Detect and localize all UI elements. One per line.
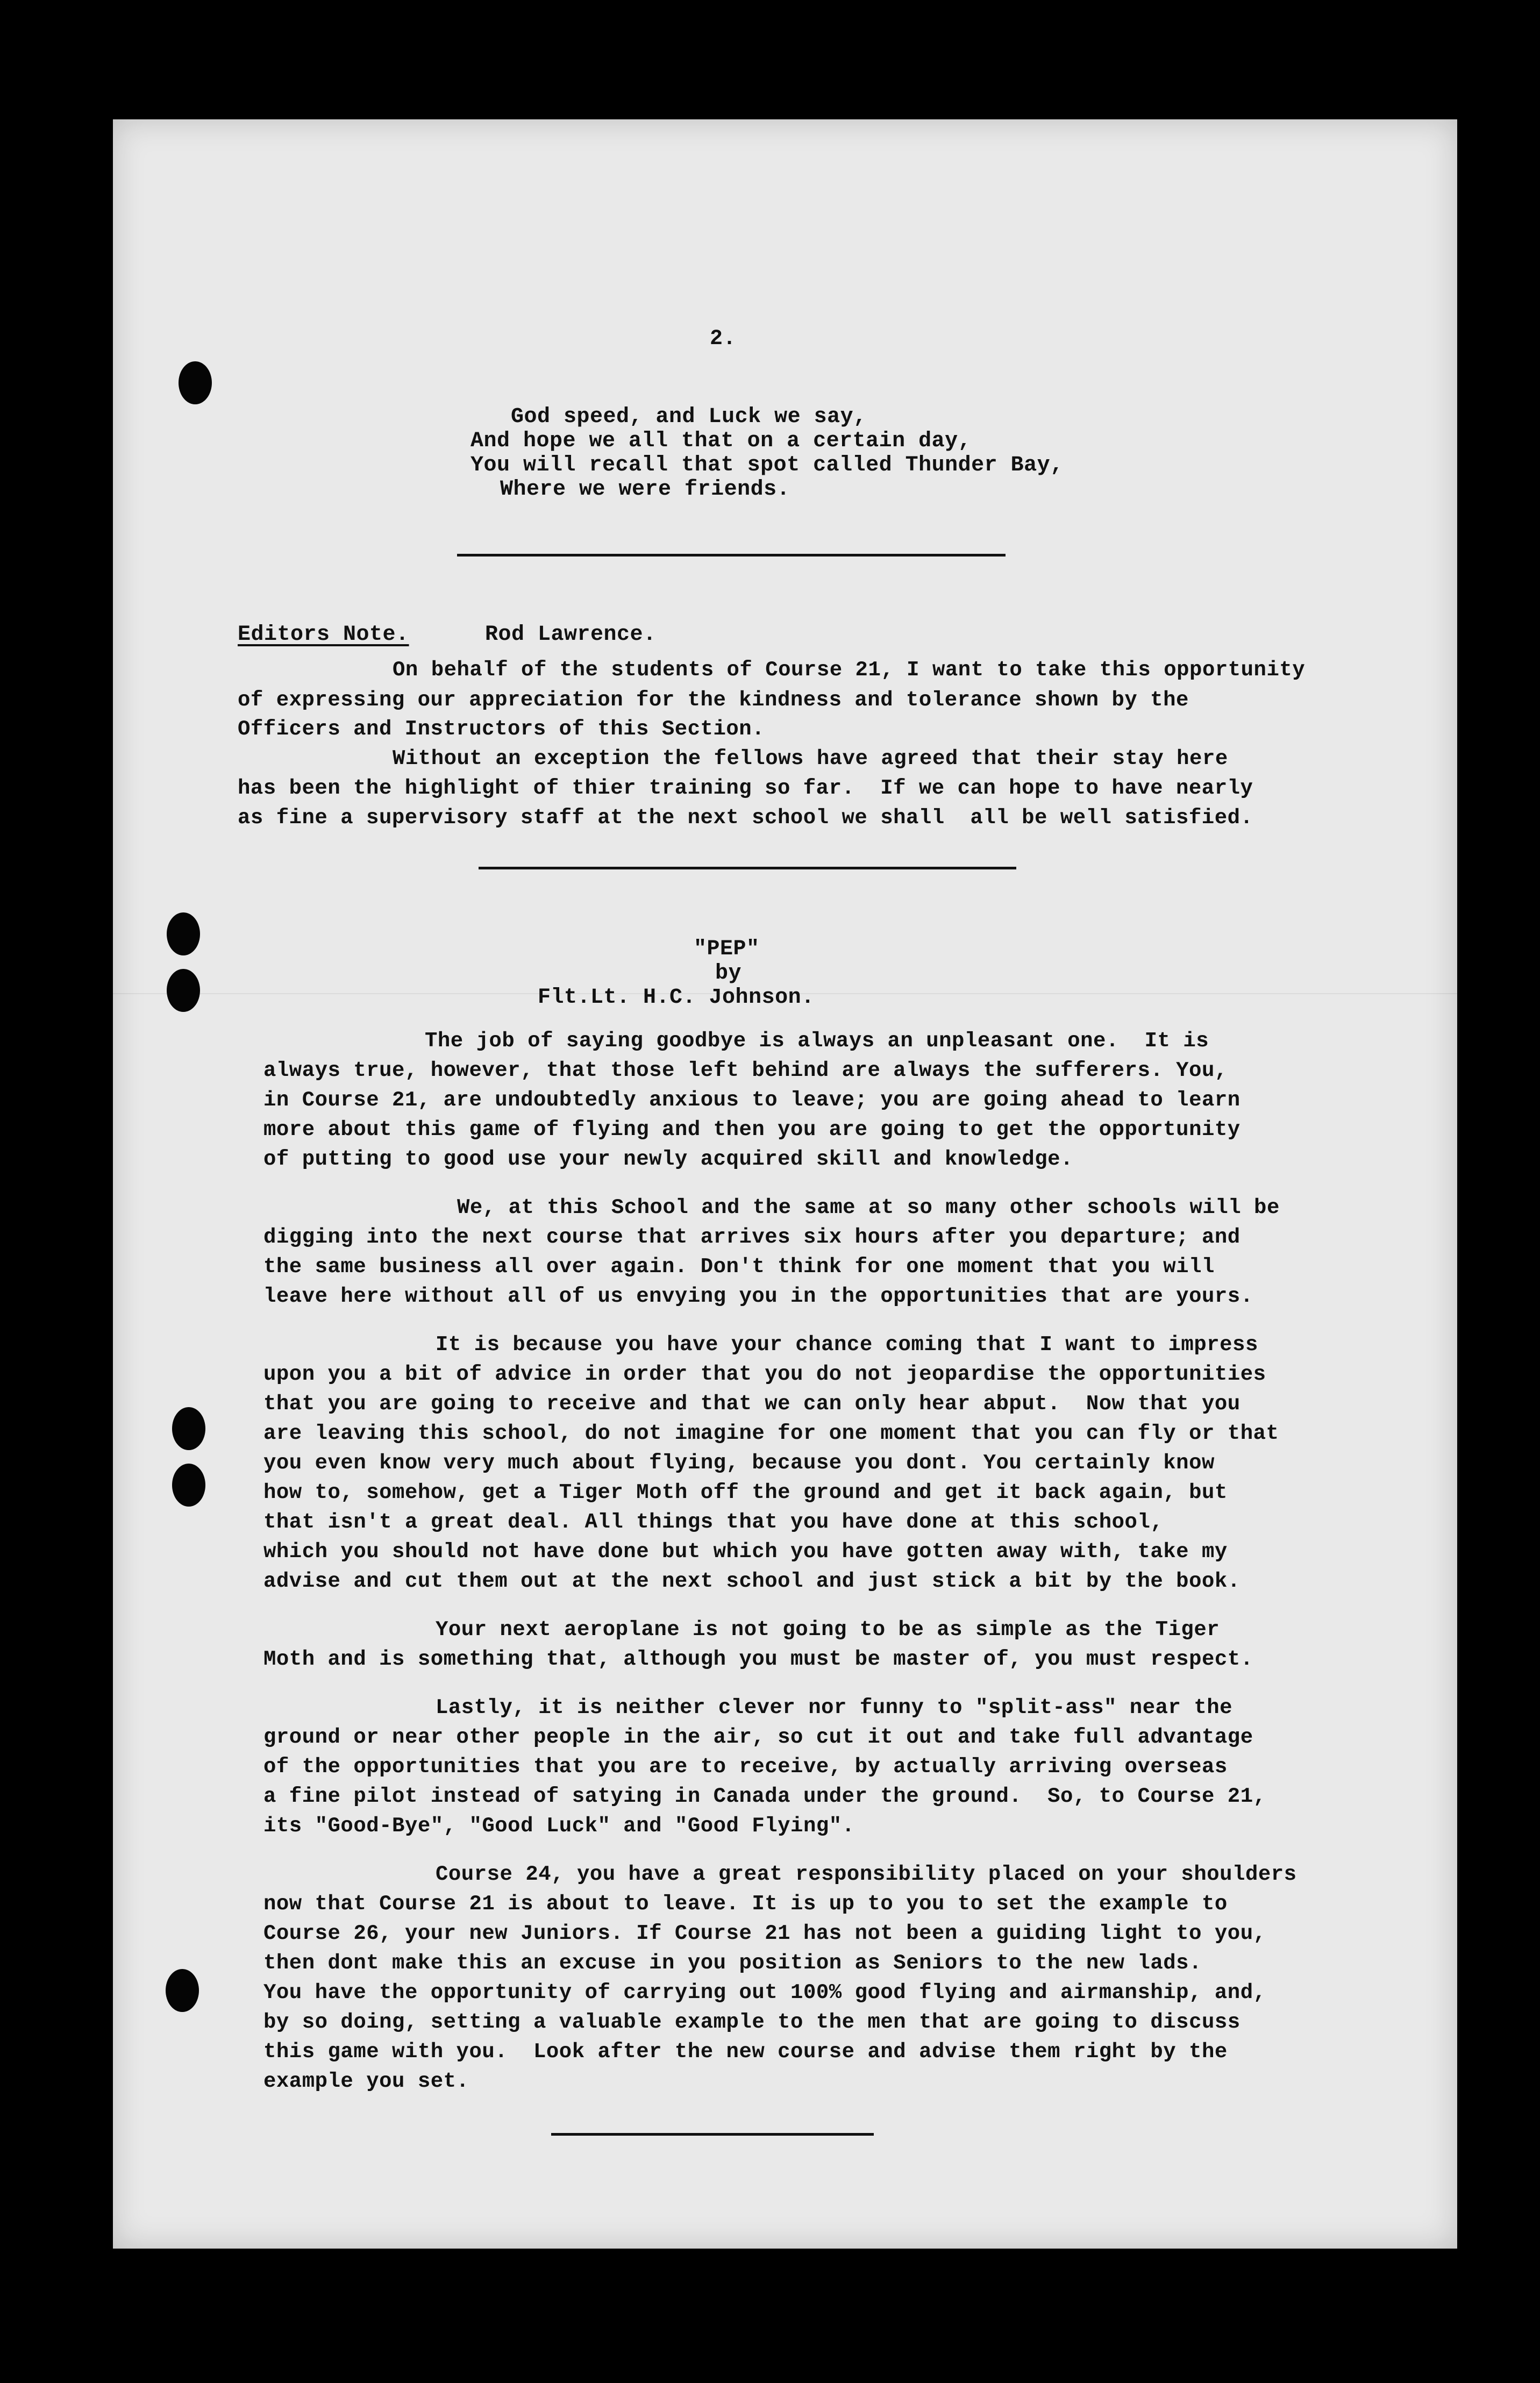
article-author: Flt.Lt. H.C. Johnson. xyxy=(538,986,815,1010)
page-number: 2. xyxy=(710,327,737,351)
punch-hole xyxy=(179,361,212,404)
editors-note-line: On behalf of the students of Course 21, I want to take this opportunity xyxy=(393,658,1306,682)
section-divider xyxy=(479,867,1016,869)
punch-hole xyxy=(172,1464,205,1507)
section-divider xyxy=(457,554,1006,556)
article-line: It is because you have your chance coming that I want to impress xyxy=(436,1333,1258,1357)
article-line: its "Good-Bye", "Good Luck" and "Good Flying". xyxy=(263,1814,855,1838)
article-line: We, at this School and the same at so many other schools will be xyxy=(457,1196,1280,1219)
article-line: Course 24, you have a great responsibility placed on your shoulders xyxy=(436,1863,1297,1886)
poem-line: And hope we all that on a certain day, xyxy=(470,429,972,453)
article-line: that isn't a great deal. All things that you have done at this school, xyxy=(263,1510,1164,1534)
article-line: in Course 21, are undoubtedly anxious to leave; you are going ahead to learn xyxy=(263,1088,1240,1112)
punch-hole xyxy=(166,1969,199,2012)
article-line: of putting to good use your newly acquired skill and knowledge. xyxy=(263,1147,1073,1171)
article-line: Course 26, your new Juniors. If Course 21 has not been a guiding light to you, xyxy=(263,1922,1266,1945)
article-line: Your next aeroplane is not going to be as simple as the Tiger xyxy=(436,1618,1220,1642)
poem-line: You will recall that spot called Thunder Bay, xyxy=(470,453,1064,477)
article-line: now that Course 21 is about to leave. It is up to you to set the example to xyxy=(263,1892,1228,1916)
end-divider xyxy=(551,2133,874,2136)
article-line: You have the opportunity of carrying out 100% good flying and airmanship, and, xyxy=(263,1981,1266,2004)
article-line: by so doing, setting a valuable example to the men that are going to discuss xyxy=(263,2010,1240,2034)
article-byline: by xyxy=(715,961,742,986)
article-line: Lastly, it is neither clever nor funny to "split-ass" near the xyxy=(436,1696,1233,1720)
editors-note-line: has been the highlight of thier training so far. If we can hope to have nearly xyxy=(238,776,1253,800)
article-line: Moth and is something that, although you must be master of, you must respect. xyxy=(263,1647,1253,1671)
article-line: leave here without all of us envying you in the opportunities that are yours. xyxy=(263,1285,1253,1308)
article-line: always true, however, that those left behind are always the sufferers. You, xyxy=(263,1059,1228,1082)
editors-note-line: Without an exception the fellows have agreed that their stay here xyxy=(393,747,1228,770)
article-line: the same business all over again. Don't think for one moment that you will xyxy=(263,1255,1215,1279)
article-title: "PEP" xyxy=(694,937,760,961)
editors-note-line: as fine a supervisory staff at the next school we shall all be well satisfied. xyxy=(238,806,1253,830)
article-line: then dont make this an excuse in you position as Seniors to the new lads. xyxy=(263,1951,1202,1975)
editors-note-line: of expressing our appreciation for the kindness and tolerance shown by the xyxy=(238,688,1189,712)
punch-hole xyxy=(167,912,200,955)
article-line: a fine pilot instead of satying in Canada under the ground. So, to Course 21, xyxy=(263,1785,1266,1808)
article-line: which you should not have done but which you have gotten away with, take my xyxy=(263,1540,1228,1564)
article-line: are leaving this school, do not imagine for one moment that you can fly or that xyxy=(263,1422,1279,1445)
article-line: example you set. xyxy=(263,2070,469,2093)
article-line: upon you a bit of advice in order that you do not jeopardise the opportunities xyxy=(263,1362,1266,1386)
article-line: how to, somehow, get a Tiger Moth off the ground and get it back again, but xyxy=(263,1481,1228,1504)
article-line: that you are going to receive and that we can only hear abput. Now that you xyxy=(263,1392,1240,1416)
editors-note-label: Editors Note. xyxy=(238,623,409,647)
article-line: digging into the next course that arrives six hours after you departure; and xyxy=(263,1225,1240,1249)
article-line: of the opportunities that you are to receive, by actually arriving overseas xyxy=(263,1755,1228,1779)
punch-hole xyxy=(167,969,200,1012)
poem-line: Where we were friends. xyxy=(500,477,790,502)
article-line: more about this game of flying and then you are going to get the opportunity xyxy=(263,1118,1240,1141)
document-page xyxy=(113,119,1457,2249)
article-line: The job of saying goodbye is always an unpleasant one. It is xyxy=(425,1029,1209,1053)
article-line: ground or near other people in the air, so cut it out and take full advantage xyxy=(263,1725,1253,1749)
editors-note-line: Officers and Instructors of this Section. xyxy=(238,717,765,741)
punch-hole xyxy=(172,1407,205,1450)
editors-note-author: Rod Lawrence. xyxy=(485,623,657,647)
article-line: this game with you. Look after the new course and advise them right by the xyxy=(263,2040,1228,2064)
article-line: advise and cut them out at the next school and just stick a bit by the book. xyxy=(263,1569,1240,1593)
poem-line: God speed, and Luck we say, xyxy=(511,405,867,429)
article-line: you even know very much about flying, because you dont. You certainly know xyxy=(263,1451,1215,1475)
